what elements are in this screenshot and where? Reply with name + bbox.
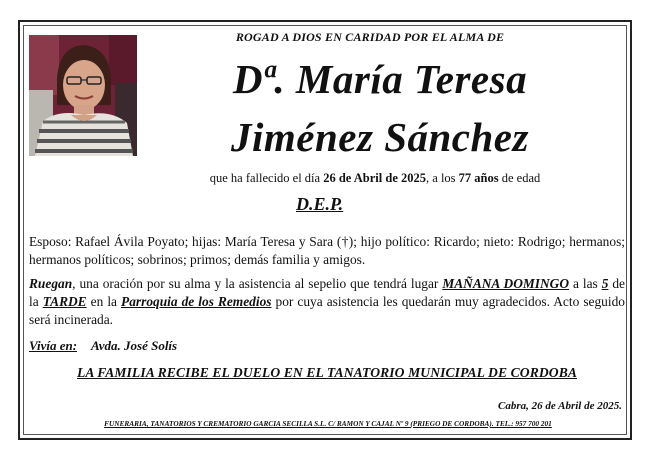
ruegan-text-3: de la: [29, 276, 625, 309]
ruegan-paragraph: [29, 275, 625, 329]
sepelio-place: Parroquia de los Remedios: [121, 294, 272, 309]
ruegan-text-1: , una oración por su alma y la asistencia al sepelio que tendrá lugar: [72, 276, 443, 291]
age-suffix: de edad: [498, 171, 541, 185]
ruegan-text-5: por cuya asistencia les quedarán muy agradecidos. Acto seguido será incinerada.: [29, 294, 625, 327]
ruegan-lead: Ruegan: [29, 276, 73, 291]
sepelio-hour: 5: [601, 276, 609, 291]
sepelio-period: TARDE: [42, 294, 87, 309]
funeraria-footer: FUNERARIA, TANATORIOS Y CREMATORIO GARCIA SECILLA S.L. C/ RAMON Y CAJAL Nº 9 (PRIEGO DE CORDOBA). TEL.: 957 700 201: [104, 419, 552, 428]
death-info: [195, 171, 555, 186]
vivia-label: Vivía en:: [29, 338, 78, 353]
deceased-name-line1: Dª. María Teresa: [232, 56, 528, 102]
family-paragraph: Esposo: Rafael Ávila Poyato; hijas: María Teresa y Sara (†); hijo político: Ricardo; nieto: Rodrigo; hermanos; hermanos políticos; sobrinos; primos; demás familia y amigos.: [29, 234, 625, 267]
fallecido-prefix: que ha fallecido el día: [209, 171, 324, 185]
sepelio-day: MAÑANA DOMINGO: [442, 276, 570, 291]
ruegan-text-2: a las: [569, 276, 602, 291]
death-date: 26 de Abril de 2025: [323, 171, 427, 185]
rogad-header: ROGAD A DIOS EN CARIDAD POR EL ALMA DE: [235, 30, 505, 44]
familia-duelo: LA FAMILIA RECIBE EL DUELO EN EL TANATORIO MUNICIPAL DE CORDOBA: [76, 365, 578, 380]
vivia-address: Avda. José Solís: [91, 338, 178, 353]
portrait-photo: [29, 35, 137, 156]
vivia-line: [29, 338, 177, 354]
age: 77 años: [458, 171, 499, 185]
ruegan-text-4: en la: [86, 294, 122, 309]
deceased-name-line2: Jiménez Sánchez: [231, 114, 529, 160]
age-prefix: , a los: [426, 171, 459, 185]
dep-title: D.E.P.: [296, 194, 344, 214]
place-date: Cabra, 26 de Abril de 2025.: [498, 400, 622, 412]
